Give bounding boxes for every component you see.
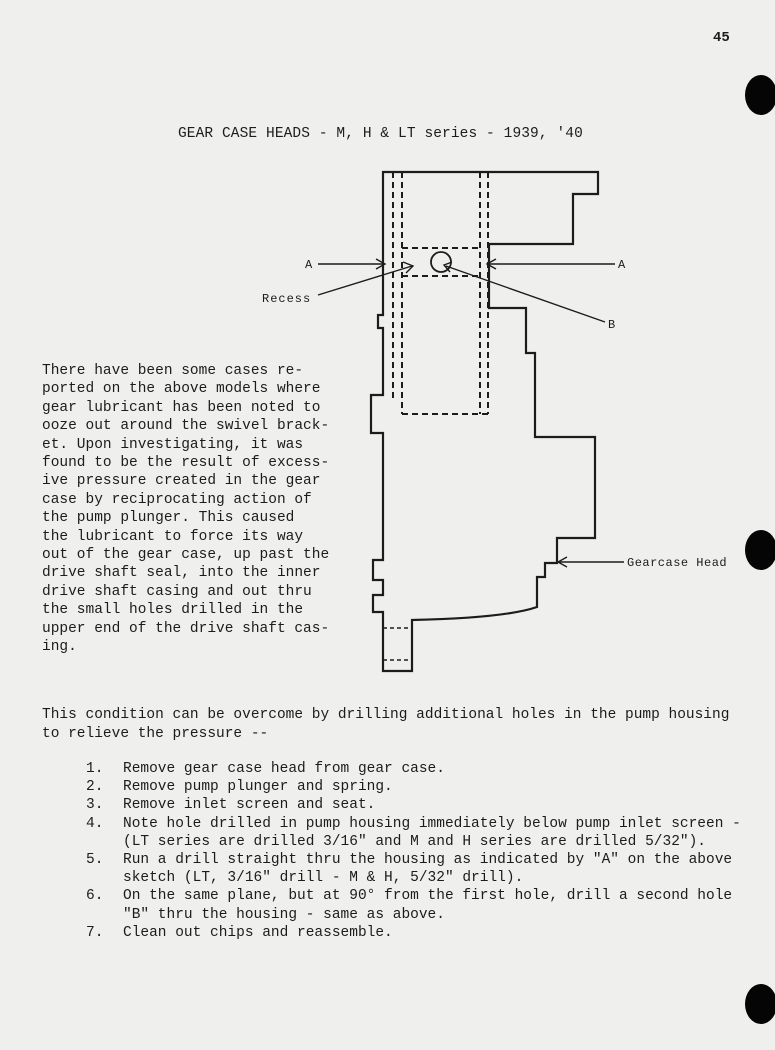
step-text: sketch (LT, 3/16" drill - M & H, 5/32" drill).: [123, 870, 524, 887]
label-a-left: A: [305, 258, 313, 272]
step-text: Remove gear case head from gear case.: [123, 761, 445, 777]
side-line: ive pressure created in the gear: [42, 473, 321, 490]
leader-lines: [318, 259, 624, 567]
step-text: Note hole drilled in pump housing immediately below pump inlet screen -: [123, 815, 741, 832]
step-item: [86, 778, 741, 796]
step-text: On the same plane, but at 90° from the first hole, drill a second hole: [123, 888, 733, 905]
intro-line: This condition can be overcome by drilling additional holes in the pump housing: [42, 707, 730, 723]
step-text: Remove pump plunger and spring.: [123, 779, 393, 796]
label-a-right: A: [618, 258, 626, 272]
step-text: Remove inlet screen and seat.: [123, 797, 376, 814]
page-number: 45: [713, 30, 730, 46]
side-line: drive shaft seal, into the inner: [42, 565, 321, 582]
step-number: 1.: [86, 761, 104, 777]
step-item: [86, 924, 741, 942]
hidden-lines: [393, 172, 488, 414]
page-title: GEAR CASE HEADS - M, H & LT series - 1939, '40: [178, 126, 583, 142]
side-line: gear lubricant has been noted to: [42, 399, 321, 416]
label-recess: Recess: [262, 292, 312, 306]
side-line: case by reciprocating action of: [42, 491, 312, 508]
side-line: ing.: [42, 639, 77, 656]
side-line: the small holes drilled in the: [42, 602, 304, 619]
gearcase-outline: [371, 172, 598, 671]
side-line: the lubricant to force its way: [42, 528, 304, 545]
label-gearcase-head: Gearcase Head: [627, 556, 728, 570]
step-text: Run a drill straight thru the housing as indicated by "A" on the above: [123, 852, 733, 869]
step-item: [86, 760, 741, 778]
step-number: 5.: [86, 852, 104, 869]
side-line: found to be the result of excess-: [42, 455, 330, 472]
step-item: [86, 815, 741, 851]
step-number: 3.: [86, 797, 104, 814]
side-line: ported on the above models where: [42, 381, 321, 398]
side-line: out of the gear case, up past the: [42, 547, 330, 564]
label-b: B: [608, 318, 616, 332]
side-line: There have been some cases re-: [42, 363, 304, 379]
side-line: et. Upon investigating, it was: [42, 436, 304, 453]
side-paragraph: [42, 362, 342, 657]
step-number: 2.: [86, 779, 104, 796]
step-number: 6.: [86, 888, 104, 905]
step-text: "B" thru the housing - same as above.: [123, 906, 445, 923]
intro-paragraph: [42, 706, 729, 744]
side-line: drive shaft casing and out thru: [42, 583, 312, 600]
step-item: [86, 851, 741, 887]
step-number: 7.: [86, 924, 104, 941]
step-item: [86, 796, 741, 814]
steps-list: [86, 760, 741, 942]
side-line: ooze out around the swivel brack-: [42, 418, 330, 435]
intro-line: to relieve the pressure --: [42, 726, 269, 742]
side-line: upper end of the drive shaft cas-: [42, 620, 330, 637]
step-text: Clean out chips and reassemble.: [123, 924, 393, 941]
step-number: 4.: [86, 815, 104, 832]
side-line: the pump plunger. This caused: [42, 510, 295, 527]
step-text: (LT series are drilled 3/16" and M and H series are drilled 5/32").: [123, 833, 706, 850]
step-item: [86, 887, 741, 923]
